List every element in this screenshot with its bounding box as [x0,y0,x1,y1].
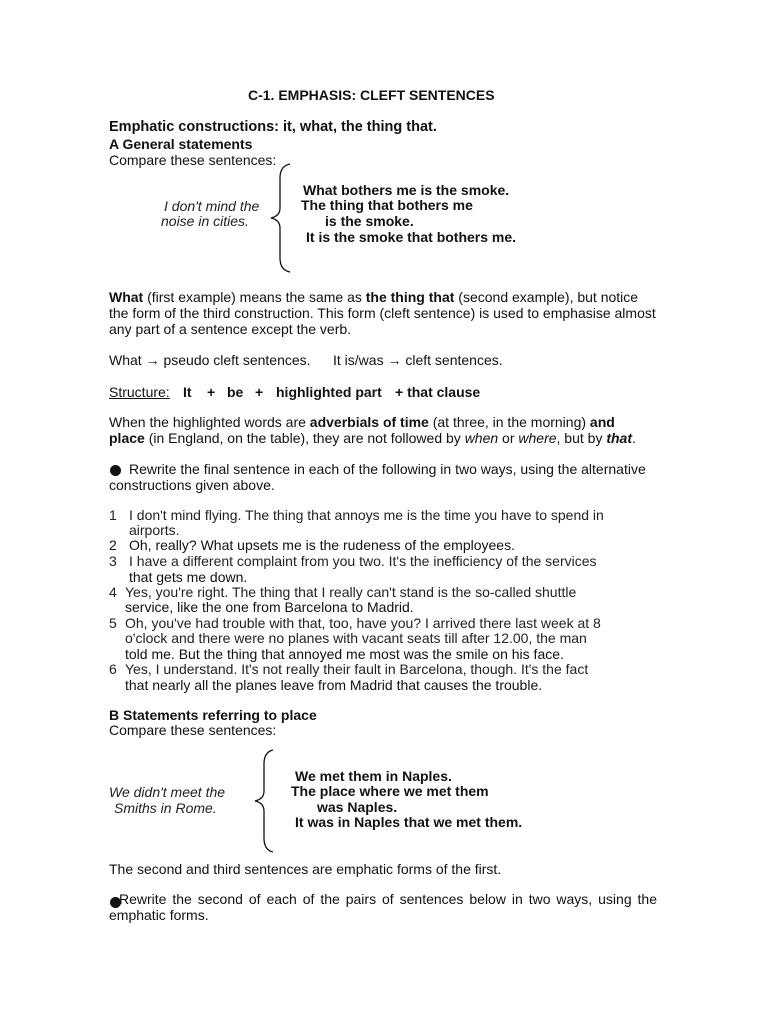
section-b-left-line2: Smiths in Rome. [114,800,217,816]
term-where: where [518,430,557,446]
section-b-example-3: It was in Naples that we met them. [295,814,523,830]
para2-text-5: , but by [556,430,607,446]
emphatic-forms-note: The second and third sentences are emphatic forms of the first. [109,861,502,877]
para2-text-2: (at three, in the morning) [428,414,590,430]
instruction-1: Rewrite the final sentence in each of the following in two ways, using the alternative constructions given above. [109,461,646,493]
section-b-title: B Statements referring to place [109,707,317,723]
section-b-example-1: We met them in Naples. [295,768,452,784]
exercise-1-line2: airports. [129,522,180,538]
exercise-5-line2: o'clock and there were no planes with vacant seats till after 12.00, the man [125,630,587,646]
exercise-2-number: 2 [109,537,117,553]
section-a-left-line2: noise in cities. [161,213,249,229]
section-b-example-2a: The place where we met them [291,783,489,799]
section-b-left-line1: We didn't meet the [109,784,226,800]
cleft-note: It is/was → cleft sentences. [333,352,503,368]
page-title: C-1. EMPHASIS: CLEFT SENTENCES [248,87,495,103]
exercise-3-number: 3 [109,553,117,569]
curly-brace-icon [252,748,278,854]
para2-text-4: or [498,430,519,446]
section-heading: Emphatic constructions: it, what, the thing that. [109,119,437,135]
section-a-example-2a: The thing that bothers me [301,197,473,213]
term-that: that [606,430,633,446]
exercise-4-number: 4 [109,584,117,600]
structure-plus-1: + [207,384,216,400]
exercise-3-line2: that gets me down. [129,569,248,585]
exercise-5-line3: told me. But the thing that annoyed me most was the smile on his face. [125,646,564,662]
section-b-compare: Compare these sentences: [109,722,277,738]
para1-text-1: (first example) means the same as [143,289,366,305]
structure-plus-2: + [255,384,264,400]
term-the-thing-that: the thing that [365,289,455,305]
curly-brace-icon [268,162,294,274]
adverbials-paragraph [109,414,649,446]
section-a-compare: Compare these sentences: [109,152,277,168]
exercise-6-number: 6 [109,661,117,677]
section-a-title: A General statements [109,136,253,152]
section-a-left-line1: I don't mind the [164,198,260,214]
instruction-2: Rewrite the second of each of the pairs of sentences below in two ways, using the emphatic forms. [109,891,657,923]
pseudo-cleft-note: What → pseudo cleft sentences. [109,352,311,368]
section-a-example-1: What bothers me is the smoke. [303,182,510,198]
para2-text-1: When the highlighted words are [109,414,310,430]
structure-it: It [183,384,192,400]
structure-label: Structure: [109,384,170,400]
exercise-1-line1: I don't mind flying. The thing that annoys me is the time you have to spend in [129,507,604,523]
section-b-example-2b: was Naples. [317,799,398,815]
term-and-place: and place [109,414,615,446]
structure-highlighted-part: highlighted part [276,384,382,400]
exercise-3-line1: I have a different complaint from you two. It's the inefficiency of the services [129,553,597,569]
section-a-example-2b: is the smoke. [325,213,414,229]
para2-text-6: . [632,430,636,446]
para2-text-3: (in England, on the table), they are not followed by [144,430,465,446]
para1-text-2: (second example), but notice the form of the third construction. This form (cleft sentence) is used to emphasise almost any part of a sentence except the verb. [109,289,656,337]
section-a-example-3: It is the smoke that bothers me. [306,229,517,245]
exercise-1-number: 1 [109,507,117,523]
explanation-paragraph [109,289,659,337]
term-adverbials-of-time: adverbials of time [309,414,429,430]
exercise-4-line2: service, like the one from Barcelona to Madrid. [125,599,414,615]
term-what: What [109,289,144,305]
exercise-6-line2: that nearly all the planes leave from Madrid that causes the trouble. [125,677,543,693]
exercise-6-line1: Yes, I understand. It's not really their fault in Barcelona, though. It's the fact [125,661,589,677]
term-when: when [464,430,499,446]
exercise-5-line1: Oh, you've had trouble with that, too, have you? I arrived there last week at 8 [125,615,601,631]
exercise-5-number: 5 [109,615,117,631]
structure-be: be [227,384,244,400]
exercise-4-line1: Yes, you're right. The thing that I really can't stand is the so-called shuttle [125,584,577,600]
structure-that-clause: + that clause [395,384,481,400]
exercise-2-line1: Oh, really? What upsets me is the rudeness of the employees. [129,537,515,553]
